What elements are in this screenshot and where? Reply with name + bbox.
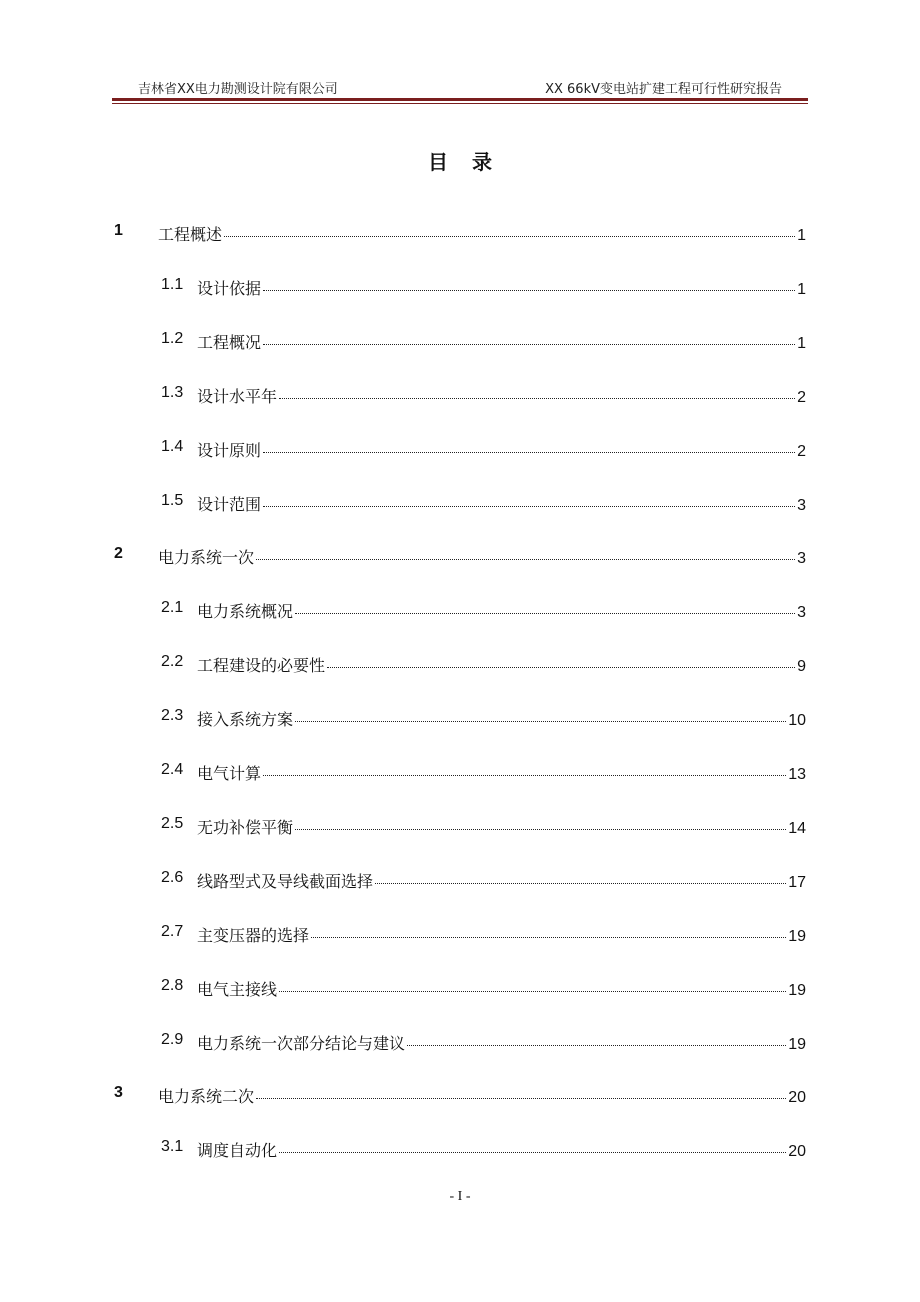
toc-entry[interactable]	[0, 923, 920, 947]
toc-entry-label: 主变压器的选择	[197, 926, 310, 945]
toc-entry-label: 线路型式及导线截面选择	[197, 872, 374, 891]
toc-entry-line	[197, 599, 806, 622]
toc-entry-page: 9	[797, 658, 806, 675]
toc-entry-line	[197, 761, 806, 784]
toc-dot-leader	[279, 397, 795, 399]
toc-entry-line	[197, 1031, 806, 1054]
toc-entry[interactable]	[0, 653, 920, 677]
header-company: 吉林省XX电力勘测设计院有限公司	[138, 82, 338, 97]
page-title: 目录	[428, 150, 516, 174]
toc-entry[interactable]	[0, 707, 920, 731]
toc-entry[interactable]	[0, 384, 920, 408]
toc-entry-label: 设计水平年	[197, 387, 278, 406]
toc-dot-leader	[256, 1097, 786, 1099]
toc-entry[interactable]	[0, 276, 920, 300]
toc-entry-line	[197, 438, 806, 461]
toc-entry-number: 2.1	[161, 599, 184, 616]
toc-entry-label: 调度自动化	[197, 1141, 278, 1160]
toc-entry-label: 电力系统概况	[197, 602, 294, 621]
toc-entry-page: 1	[797, 281, 806, 298]
toc-entry-page: 19	[788, 1036, 806, 1053]
toc-dot-leader	[263, 774, 786, 776]
toc-entry-number: 3	[114, 1084, 123, 1101]
toc-entry-number: 2.6	[161, 869, 184, 886]
toc-entry-number: 2.5	[161, 815, 184, 832]
toc-entry[interactable]	[0, 1138, 920, 1162]
toc-entry-page: 2	[797, 389, 806, 406]
toc-entry-page: 3	[797, 550, 806, 567]
toc-entry-number: 1	[114, 222, 123, 239]
toc-entry[interactable]	[0, 1084, 920, 1108]
toc-entry-line	[197, 869, 806, 892]
toc-entry-number: 2	[114, 545, 123, 562]
toc-dot-leader	[279, 1151, 786, 1153]
toc-entry-number: 2.3	[161, 707, 184, 724]
toc-entry-number: 2.7	[161, 923, 184, 940]
toc-entry-page: 13	[788, 766, 806, 783]
toc-entry-page: 19	[788, 928, 806, 945]
toc-dot-leader	[279, 990, 786, 992]
toc-entry-line	[158, 222, 806, 245]
toc-entry[interactable]	[0, 438, 920, 462]
toc-entry-number: 1.4	[161, 438, 184, 455]
toc-entry-page: 1	[797, 227, 806, 244]
toc-entry-line	[197, 977, 806, 1000]
header-report-title: XX 66kV变电站扩建工程可行性研究报告	[545, 82, 782, 97]
toc-entry-page: 3	[797, 604, 806, 621]
toc-entry-label: 设计依据	[197, 279, 262, 298]
toc-entry[interactable]	[0, 1031, 920, 1055]
toc-entry[interactable]	[0, 222, 920, 246]
toc-entry-label: 接入系统方案	[197, 710, 294, 729]
toc-dot-leader	[263, 505, 795, 507]
toc-entry-line	[197, 923, 806, 946]
toc-entry[interactable]	[0, 599, 920, 623]
toc-entry-line	[197, 492, 806, 515]
toc-entry-label: 电力系统一次	[158, 548, 255, 567]
toc-entry-label: 工程概况	[197, 333, 262, 352]
toc-entry-label: 设计原则	[197, 441, 262, 460]
toc-entry-page: 20	[788, 1089, 806, 1106]
toc-entry-number: 2.4	[161, 761, 184, 778]
toc-dot-leader	[295, 612, 795, 614]
toc-entry-line	[197, 1138, 806, 1161]
toc-entry-page: 1	[797, 335, 806, 352]
toc-entry-page: 10	[788, 712, 806, 729]
toc-entry[interactable]	[0, 545, 920, 569]
toc-entry-line	[197, 330, 806, 353]
toc-dot-leader	[375, 882, 786, 884]
toc-entry-line	[158, 545, 806, 568]
toc-entry-number: 2.8	[161, 977, 184, 994]
toc-entry-label: 设计范围	[197, 495, 262, 514]
toc-entry-line	[158, 1084, 806, 1107]
toc-entry-number: 3.1	[161, 1138, 184, 1155]
toc-entry-line	[197, 815, 806, 838]
toc-entry-number: 1.5	[161, 492, 184, 509]
toc-entry[interactable]	[0, 330, 920, 354]
toc-entry-label: 工程概述	[158, 225, 223, 244]
toc-entry-page: 17	[788, 874, 806, 891]
toc-dot-leader	[256, 558, 795, 560]
toc-entry-page: 14	[788, 820, 806, 837]
toc-entry-line	[197, 707, 806, 730]
toc-entry-page: 2	[797, 443, 806, 460]
toc-entry-label: 电力系统二次	[158, 1087, 255, 1106]
toc-entry-number: 1.3	[161, 384, 184, 401]
toc-entry-label: 电力系统一次部分结论与建议	[197, 1034, 406, 1053]
toc-dot-leader	[263, 289, 795, 291]
toc-entry[interactable]	[0, 815, 920, 839]
toc-entry-line	[197, 276, 806, 299]
toc-entry-page: 3	[797, 497, 806, 514]
toc-dot-leader	[263, 343, 795, 345]
toc-entry-page: 19	[788, 982, 806, 999]
toc-entry-number: 1.2	[161, 330, 184, 347]
toc-dot-leader	[327, 666, 795, 668]
toc-entry[interactable]	[0, 869, 920, 893]
toc-entry-number: 2.9	[161, 1031, 184, 1048]
toc-entry[interactable]	[0, 761, 920, 785]
toc-entry-label: 无功补偿平衡	[197, 818, 294, 837]
toc-entry[interactable]	[0, 977, 920, 1001]
toc-dot-leader	[311, 936, 786, 938]
toc-dot-leader	[407, 1044, 786, 1046]
toc-entry-line	[197, 653, 806, 676]
toc-entry-label: 电气主接线	[197, 980, 278, 999]
page-number: - I -	[449, 1189, 471, 1204]
toc-dot-leader	[263, 451, 795, 453]
toc-dot-leader	[224, 235, 795, 237]
toc-entry-page: 20	[788, 1143, 806, 1160]
toc-entry-number: 2.2	[161, 653, 184, 670]
toc-entry-label: 电气计算	[197, 764, 262, 783]
toc-entry[interactable]	[0, 492, 920, 516]
toc-entry-line	[197, 384, 806, 407]
toc-dot-leader	[295, 720, 786, 722]
toc-entry-label: 工程建设的必要性	[197, 656, 326, 675]
toc-dot-leader	[295, 828, 786, 830]
toc-entry-number: 1.1	[161, 276, 184, 293]
